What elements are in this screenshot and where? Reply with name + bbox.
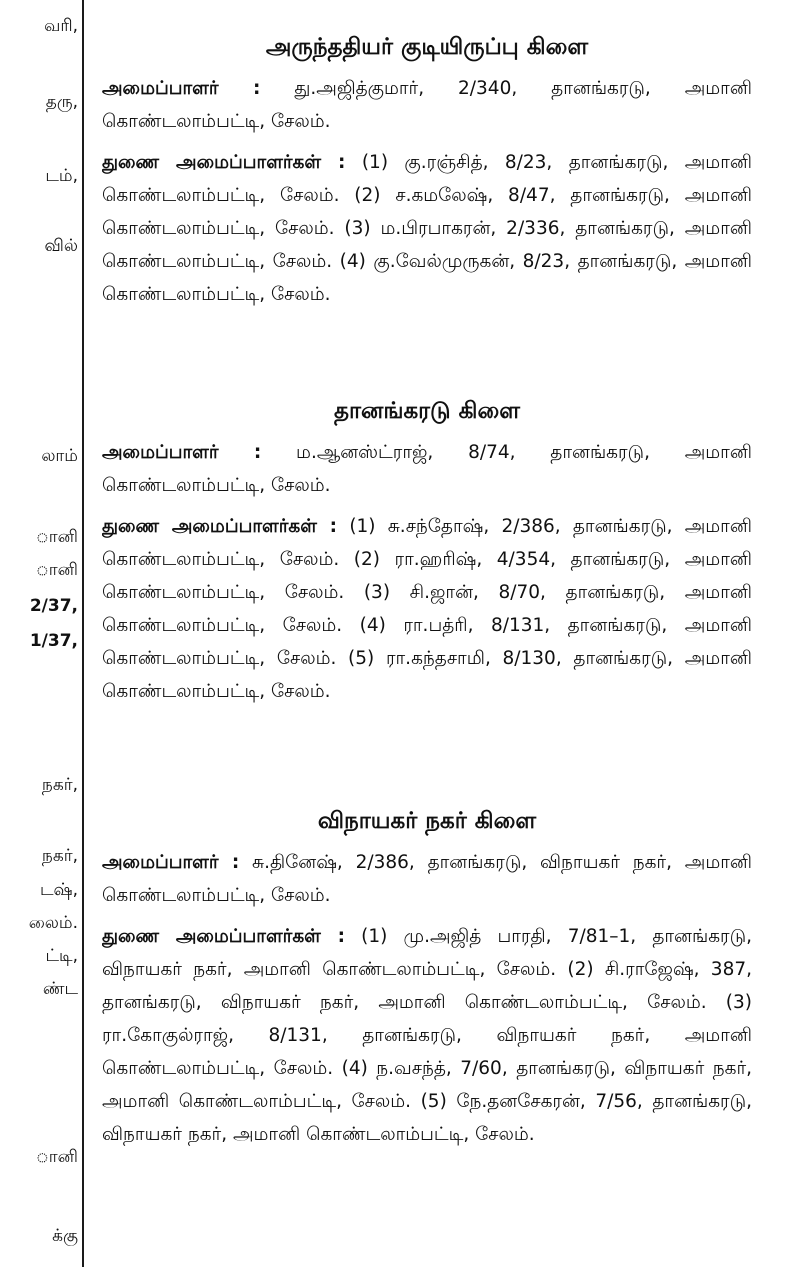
left-fragment: க்கு [52,1226,78,1246]
deputy-paragraph [102,510,752,708]
deputy-label: துணை அமைப்பாளர்கள் : [102,926,345,947]
organizer-paragraph [102,436,752,502]
column-divider [82,0,84,1267]
section-heading: அருந்ததியர் குடியிருப்பு கிளை [265,34,589,60]
left-fragment: நகர், [41,846,78,866]
left-fragment: டஷ், [40,880,78,900]
deputy-paragraph [102,146,752,311]
left-fragment: டம், [45,166,78,186]
organizer-text: ம.ஆனஸ்ட்ராஜ், 8/74, தானங்கரடு, அமானி கொண்டலாம்பட்டி, சேலம். [102,442,752,496]
section-vinayagar-nagar [102,804,752,1151]
left-column-fragments [0,0,78,1267]
section-heading: தானங்கரடு கிளை [334,398,520,424]
deputy-text: (1) மு.அஜித் பாரதி, 7/81–1, தானங்கரடு, விநாயகர் நகர், அமானி கொண்டலாம்பட்டி, சேலம். (2) சி.ராஜேஷ், 387, தானங்கரடு, விநாயகர் நகர், அமானி கொண்டலாம்பட்டி, சேலம். (3) ரா.கோகுல்ராஜ், 8/131, தானங்கரடு, விநாயகர் நகர், அமானி கொண்டலாம்பட்டி, சேலம். (4) ந.வசந்த், 7/60, தானங்கரடு, விநாயகர் நகர், அமானி கொண்டலாம்பட்டி, சேலம். (5) நே.தனசேகரன், 7/56, தானங்கரடு, விநாயகர் நகர், அமானி கொண்டலாம்பட்டி, சேலம். [102,926,752,1145]
left-fragment: ானி [35,560,78,580]
organizer-label: அமைப்பாளர் : [102,442,262,463]
organizer-paragraph [102,846,752,912]
deputy-label: துணை அமைப்பாளர்கள் : [102,152,346,173]
section-thanangaradu [102,394,752,708]
organizer-label: அமைப்பாளர் : [102,78,261,99]
left-fragment: ானி [35,1147,78,1167]
main-column [102,0,752,1267]
organizer-text: சு.தினேஷ், 2/386, தானங்கரடு, விநாயகர் நகர், அமானி கொண்டலாம்பட்டி, சேலம். [102,852,752,906]
deputy-paragraph [102,920,752,1151]
left-fragment: ானி [35,527,78,547]
organizer-label: அமைப்பாளர் : [102,852,240,873]
left-fragment: ட்டி, [45,946,78,966]
left-fragment: வரி, [44,16,78,36]
section-heading: விநாயகர் நகர் கிளை [317,808,537,834]
left-fragment: லாம் [41,446,78,466]
section-arunthathiyar [102,30,752,311]
organizer-text: து.அஜித்குமார், 2/340, தானங்கரடு, அமானி கொண்டலாம்பட்டி, சேலம். [102,78,752,132]
deputy-label: துணை அமைப்பாளர்கள் : [102,516,338,537]
left-fragment: வில் [44,236,78,256]
left-fragment: நகர், [41,775,78,795]
left-fragment: 2/37, [29,596,78,616]
deputy-text: (1) கு.ரஞ்சித், 8/23, தானங்கரடு, அமானி கொண்டலாம்பட்டி, சேலம். (2) ச.கமலேஷ், 8/47, தானங்கரடு, அமானி கொண்டலாம்பட்டி, சேலம். (3) ம.பிரபாகரன், 2/336, தானங்கரடு, அமானி கொண்டலாம்பட்டி, சேலம். (4) கு.வேல்முருகன், 8/23, தானங்கரடு, அமானி கொண்டலாம்பட்டி, சேலம். [102,152,752,305]
left-fragment: தரு, [45,92,78,112]
deputy-text: (1) சு.சந்தோஷ், 2/386, தானங்கரடு, அமானி கொண்டலாம்பட்டி, சேலம். (2) ரா.ஹரிஷ், 4/354, தானங்கரடு, அமானி கொண்டலாம்பட்டி, சேலம். (3) சி.ஜான், 8/70, தானங்கரடு, அமானி கொண்டலாம்பட்டி, சேலம். (4) ரா.பத்ரி, 8/131, தானங்கரடு, அமானி கொண்டலாம்பட்டி, சேலம். (5) ரா.கந்தசாமி, 8/130, தானங்கரடு, அமானி கொண்டலாம்பட்டி, சேலம். [102,516,752,702]
left-fragment: லைம். [28,913,78,933]
left-fragment: 1/37, [29,631,78,651]
organizer-paragraph [102,72,752,138]
left-fragment: ண்ட [42,979,78,999]
